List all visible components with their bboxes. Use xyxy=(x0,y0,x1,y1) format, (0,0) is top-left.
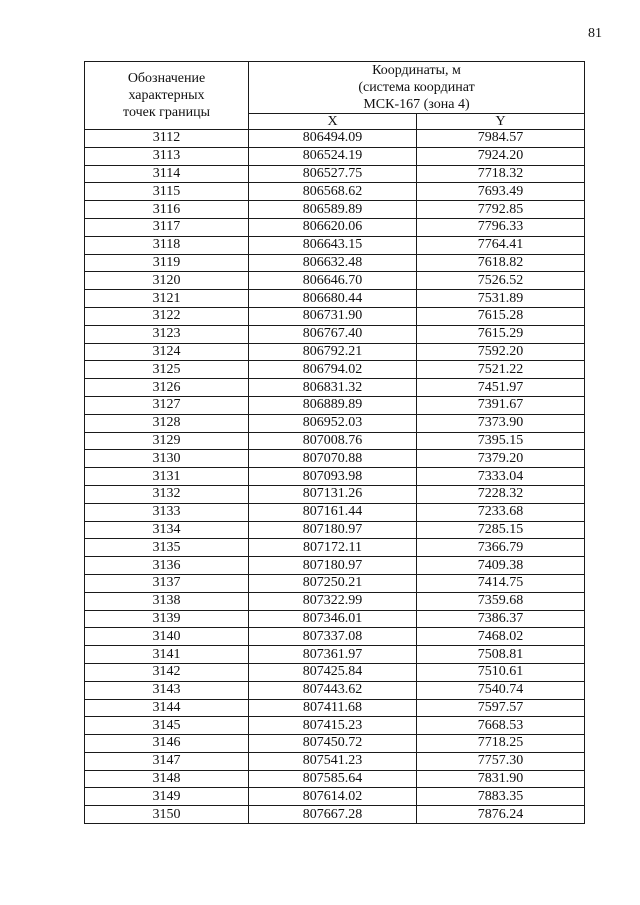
cell-y: 7379.20 xyxy=(417,450,585,468)
coordinates-table xyxy=(84,61,585,824)
cell-y: 7414.75 xyxy=(417,574,585,592)
cell-y: 7526.52 xyxy=(417,272,585,290)
cell-y: 7924.20 xyxy=(417,147,585,165)
cell-y: 7395.15 xyxy=(417,432,585,450)
table-row xyxy=(85,254,585,272)
cell-point: 3116 xyxy=(85,201,249,219)
cell-x: 806767.40 xyxy=(249,325,417,343)
cell-point: 3139 xyxy=(85,610,249,628)
table-header xyxy=(85,62,585,130)
cell-point: 3112 xyxy=(85,130,249,148)
cell-x: 806568.62 xyxy=(249,183,417,201)
cell-point: 3142 xyxy=(85,663,249,681)
table-row xyxy=(85,557,585,575)
cell-y: 7409.38 xyxy=(417,557,585,575)
cell-x: 807443.62 xyxy=(249,681,417,699)
cell-y: 7764.41 xyxy=(417,236,585,254)
cell-y: 7391.67 xyxy=(417,396,585,414)
cell-x: 806889.89 xyxy=(249,396,417,414)
cell-y: 7876.24 xyxy=(417,806,585,824)
table-row xyxy=(85,521,585,539)
table-row xyxy=(85,735,585,753)
table-row xyxy=(85,717,585,735)
cell-point: 3113 xyxy=(85,147,249,165)
cell-point: 3134 xyxy=(85,521,249,539)
table-row xyxy=(85,290,585,308)
cell-point: 3148 xyxy=(85,770,249,788)
table-row xyxy=(85,485,585,503)
table-row xyxy=(85,699,585,717)
cell-x: 807250.21 xyxy=(249,574,417,592)
cell-point: 3119 xyxy=(85,254,249,272)
cell-y: 7592.20 xyxy=(417,343,585,361)
cell-point: 3135 xyxy=(85,539,249,557)
header-coordinates xyxy=(249,62,585,114)
cell-x: 806731.90 xyxy=(249,307,417,325)
table-row xyxy=(85,450,585,468)
cell-point: 3140 xyxy=(85,628,249,646)
cell-point: 3133 xyxy=(85,503,249,521)
cell-point: 3149 xyxy=(85,788,249,806)
table-row xyxy=(85,201,585,219)
cell-y: 7615.28 xyxy=(417,307,585,325)
table-row xyxy=(85,592,585,610)
cell-point: 3144 xyxy=(85,699,249,717)
cell-x: 806680.44 xyxy=(249,290,417,308)
cell-point: 3150 xyxy=(85,806,249,824)
cell-y: 7618.82 xyxy=(417,254,585,272)
cell-y: 7718.25 xyxy=(417,735,585,753)
cell-point: 3117 xyxy=(85,218,249,236)
table-row xyxy=(85,432,585,450)
table-row xyxy=(85,663,585,681)
header-x: X xyxy=(249,114,417,130)
cell-point: 3114 xyxy=(85,165,249,183)
cell-point: 3132 xyxy=(85,485,249,503)
cell-point: 3146 xyxy=(85,735,249,753)
table-row xyxy=(85,396,585,414)
table-row xyxy=(85,147,585,165)
table-row xyxy=(85,646,585,664)
header-coordinates-label: Координаты, м (система координат МСК-167 (зона 4) xyxy=(358,63,475,112)
cell-point: 3130 xyxy=(85,450,249,468)
cell-point: 3138 xyxy=(85,592,249,610)
cell-x: 807411.68 xyxy=(249,699,417,717)
cell-point: 3128 xyxy=(85,414,249,432)
cell-y: 7333.04 xyxy=(417,468,585,486)
table-row xyxy=(85,379,585,397)
cell-y: 7883.35 xyxy=(417,788,585,806)
cell-y: 7508.81 xyxy=(417,646,585,664)
cell-y: 7540.74 xyxy=(417,681,585,699)
cell-point: 3115 xyxy=(85,183,249,201)
cell-point: 3126 xyxy=(85,379,249,397)
cell-x: 807541.23 xyxy=(249,752,417,770)
page-number: 81 xyxy=(588,26,602,41)
cell-point: 3123 xyxy=(85,325,249,343)
cell-x: 807322.99 xyxy=(249,592,417,610)
cell-y: 7228.32 xyxy=(417,485,585,503)
table-row xyxy=(85,414,585,432)
cell-point: 3118 xyxy=(85,236,249,254)
cell-x: 807070.88 xyxy=(249,450,417,468)
cell-y: 7366.79 xyxy=(417,539,585,557)
cell-x: 806831.32 xyxy=(249,379,417,397)
cell-x: 806952.03 xyxy=(249,414,417,432)
cell-x: 807180.97 xyxy=(249,557,417,575)
cell-x: 807172.11 xyxy=(249,539,417,557)
cell-y: 7757.30 xyxy=(417,752,585,770)
cell-x: 807093.98 xyxy=(249,468,417,486)
cell-point: 3124 xyxy=(85,343,249,361)
table-row xyxy=(85,307,585,325)
cell-y: 7597.57 xyxy=(417,699,585,717)
cell-x: 806794.02 xyxy=(249,361,417,379)
cell-y: 7615.29 xyxy=(417,325,585,343)
cell-x: 807161.44 xyxy=(249,503,417,521)
cell-point: 3127 xyxy=(85,396,249,414)
cell-x: 807346.01 xyxy=(249,610,417,628)
header-point-designation xyxy=(85,62,249,130)
cell-x: 806646.70 xyxy=(249,272,417,290)
table-row xyxy=(85,628,585,646)
cell-point: 3131 xyxy=(85,468,249,486)
cell-y: 7233.68 xyxy=(417,503,585,521)
cell-point: 3143 xyxy=(85,681,249,699)
cell-x: 806632.48 xyxy=(249,254,417,272)
cell-point: 3122 xyxy=(85,307,249,325)
cell-point: 3120 xyxy=(85,272,249,290)
table-row xyxy=(85,183,585,201)
table-row xyxy=(85,130,585,148)
header-point-label: Обозначение характерных точек границы xyxy=(123,71,210,120)
cell-x: 807415.23 xyxy=(249,717,417,735)
table-row xyxy=(85,752,585,770)
table-row xyxy=(85,468,585,486)
cell-x: 806524.19 xyxy=(249,147,417,165)
table-row xyxy=(85,218,585,236)
table-row xyxy=(85,788,585,806)
cell-y: 7451.97 xyxy=(417,379,585,397)
cell-y: 7984.57 xyxy=(417,130,585,148)
table-row xyxy=(85,272,585,290)
table-row xyxy=(85,681,585,699)
table-row xyxy=(85,770,585,788)
cell-x: 806620.06 xyxy=(249,218,417,236)
cell-point: 3147 xyxy=(85,752,249,770)
cell-x: 807180.97 xyxy=(249,521,417,539)
cell-y: 7718.32 xyxy=(417,165,585,183)
cell-y: 7285.15 xyxy=(417,521,585,539)
cell-point: 3125 xyxy=(85,361,249,379)
cell-x: 806527.75 xyxy=(249,165,417,183)
cell-y: 7521.22 xyxy=(417,361,585,379)
table-row xyxy=(85,806,585,824)
table-row xyxy=(85,361,585,379)
cell-point: 3136 xyxy=(85,557,249,575)
cell-point: 3141 xyxy=(85,646,249,664)
table-row xyxy=(85,503,585,521)
cell-y: 7792.85 xyxy=(417,201,585,219)
cell-y: 7693.49 xyxy=(417,183,585,201)
table-row xyxy=(85,574,585,592)
cell-y: 7468.02 xyxy=(417,628,585,646)
cell-x: 807450.72 xyxy=(249,735,417,753)
table-row xyxy=(85,236,585,254)
cell-x: 807361.97 xyxy=(249,646,417,664)
table-row xyxy=(85,539,585,557)
table-row xyxy=(85,325,585,343)
cell-x: 806589.89 xyxy=(249,201,417,219)
table-row xyxy=(85,165,585,183)
cell-x: 807614.02 xyxy=(249,788,417,806)
cell-x: 807425.84 xyxy=(249,663,417,681)
header-y: Y xyxy=(417,114,585,130)
table-row xyxy=(85,610,585,628)
cell-y: 7373.90 xyxy=(417,414,585,432)
cell-x: 807131.26 xyxy=(249,485,417,503)
cell-y: 7510.61 xyxy=(417,663,585,681)
cell-point: 3145 xyxy=(85,717,249,735)
cell-y: 7831.90 xyxy=(417,770,585,788)
cell-point: 3137 xyxy=(85,574,249,592)
cell-y: 7668.53 xyxy=(417,717,585,735)
cell-y: 7796.33 xyxy=(417,218,585,236)
cell-y: 7386.37 xyxy=(417,610,585,628)
cell-y: 7359.68 xyxy=(417,592,585,610)
table-body xyxy=(85,130,585,824)
cell-x: 807337.08 xyxy=(249,628,417,646)
cell-point: 3129 xyxy=(85,432,249,450)
cell-y: 7531.89 xyxy=(417,290,585,308)
cell-x: 806643.15 xyxy=(249,236,417,254)
cell-x: 807585.64 xyxy=(249,770,417,788)
cell-x: 807667.28 xyxy=(249,806,417,824)
cell-point: 3121 xyxy=(85,290,249,308)
table-row xyxy=(85,343,585,361)
cell-x: 806494.09 xyxy=(249,130,417,148)
cell-x: 806792.21 xyxy=(249,343,417,361)
cell-x: 807008.76 xyxy=(249,432,417,450)
